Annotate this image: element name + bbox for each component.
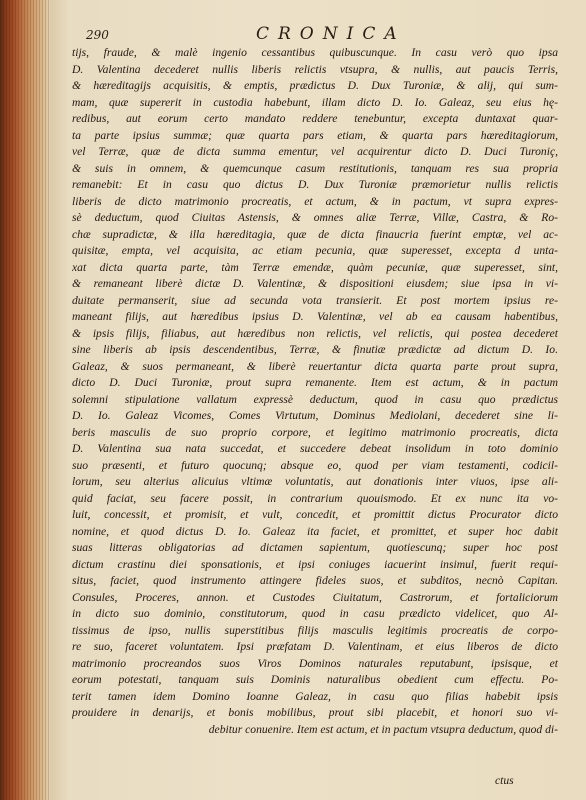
text-line: remanebit: Et in casu quo dictus D. Dux Turoniæ præmorietur nullis relictis bbox=[72, 178, 558, 191]
text-line: chæ supradictæ, & illa hæreditagia, quæ de dicta finaucria fuerint emptæ, vel ac- bbox=[72, 227, 558, 241]
text-line: quisitæ, empta, vel acquisita, ac etiam pecunia, quæ superesset, excepta d unta- bbox=[72, 244, 558, 257]
text-line: dictum crastinu diei sponsationis, et ipsi coniuges iacuerint insimul, fuerit requi- bbox=[72, 557, 558, 571]
text-line: lorum, seu alterius alicuius vltimæ voluntatis, aut donationis inter viuos, ipse ali- bbox=[72, 475, 558, 488]
text-line: suo præsenti, et futuro quocunq; absque eo, quod per viam testamenti, codicil- bbox=[72, 458, 558, 472]
running-title: CRONICA bbox=[256, 24, 406, 44]
text-line: matrimonio procreandos suos Viros Dominos naturales reputabunt, ipsisque, et bbox=[72, 656, 558, 670]
text-line: debitur conuenire. Item est actum, et in pactum vtsupra deductum, quod di- bbox=[208, 722, 558, 736]
text-line: sè deductum, quod Ciuitas Astensis, & omnes aliæ Terræ, Villæ, Castra, & Ro- bbox=[72, 211, 558, 224]
text-line: mam, quæ supererit in custodia habebunt, illam dicto D. Io. Galeaz, seu eius hę- bbox=[72, 95, 558, 109]
folio-number: 290 bbox=[86, 28, 109, 42]
text-line: & ipsis filijs, filiabus, aut hæredibus non relictis, vel relictis, qui postea decederet bbox=[72, 326, 558, 340]
text-line: redibus, aut eorum certo mandato reddere tenebuntur, excepta duntaxat quar- bbox=[72, 112, 558, 125]
text-line: D. Valentina decederet nullis liberis relictis vtsupra, & nullis, aut paucis Terris, bbox=[72, 62, 558, 76]
catchword: ctus bbox=[495, 774, 514, 787]
book-page bbox=[50, 0, 586, 800]
text-line: tissimus de ipso, nullis superstitibus filijs masculis legitimis procreatis de corpo- bbox=[72, 623, 558, 637]
text-line: luit, concessit, et promisit, et vult, concedit, et promittit dictus Procurator dicto bbox=[72, 508, 558, 521]
text-line: prouidere in denarijs, et bonis mobilibus, prout sibi placebit, et honori suo vi- bbox=[72, 706, 558, 719]
text-line: liberis de dicto matrimonio procreatis, et actum, & in pactum, vt supra expres- bbox=[72, 194, 558, 208]
text-line: solemni stipulatione vallatum expressè deductum, quod in casu quo prædictus bbox=[72, 392, 558, 406]
text-line: D. Valentina sua nata succedat, et succedere debeat insolidum in toto dominio bbox=[72, 442, 558, 455]
text-line: Consules, Proceres, annon. et Custodes Ciuitatum, Castrorum, et fortaliciorum bbox=[72, 590, 558, 604]
body-text bbox=[72, 45, 558, 738]
text-line: beris masculis de suo proprio corpore, et legitimo matrimonio procreatis, dicta bbox=[72, 425, 558, 439]
text-line: & suis in omnem, & quemcunque casum restitutionis, tanquam res sua propria bbox=[72, 161, 558, 175]
text-line: sine liberis ab ipsis descendentibus, Terræ, & finutiæ prædictæ ad dictum D. Io. bbox=[72, 343, 558, 356]
text-line: & hæreditagijs acquisitis, & emptis, prædictus D. Dux Turoniæ, & alij, qui sum- bbox=[72, 79, 558, 92]
text-line: tijs, fraude, & malè ingenio cessantibus quibuscunque. In casu verò quo ipsa bbox=[72, 46, 558, 59]
text-line: nomine, et quod dictus D. Io. Galeaz ita faciet, et promittet, et super hoc dabit bbox=[72, 524, 558, 538]
text-line: in dicto suo dominio, constitutorum, quod in casu prædicto videlicet, quo Al- bbox=[72, 607, 558, 620]
text-line: xat dicta quarta parte, tàm Terræ emendæ, quàm pecuniæ, quæ superesset, sint, bbox=[72, 260, 558, 274]
text-line: terit tamen idem Domino Ioanne Galeaz, in casu quo filias habebit ipsis bbox=[72, 689, 558, 703]
text-line: re suo, faceret voluntatem. Ipsi præfatam D. Valentinam, et eius liberos de dicto bbox=[72, 640, 558, 653]
text-line: situs, faciet, quod instrumento attingere fideles suos, et subditos, necnò Capitan. bbox=[72, 574, 558, 587]
text-line: suas litteras obligatorias ad dictamen sapientum, quotiescunq; super hoc post bbox=[72, 541, 558, 554]
text-line: quid faciat, seu facere possit, in contrarium quouismodo. Et ex nunc ita vo- bbox=[72, 491, 558, 505]
text-line: ta parte ipsius summæ; quæ quarta pars etiam, & quarta pars hæreditagiorum, bbox=[72, 128, 558, 142]
text-line: & remaneant liberè dictæ D. Valentinæ, & dispositioni eiusdem; siue ipsa in vi- bbox=[72, 277, 558, 290]
text-line: D. Io. Galeaz Vicomes, Comes Virtutum, Dominus Mediolani, decederet sine li- bbox=[72, 409, 558, 422]
text-line: Galeaz, & suos permaneant, & liberè reuertantur dicta quarta parte prout supra, bbox=[72, 359, 558, 373]
text-line: maneant filijs, aut hæredibus ipsius D. Valentinæ, vel ab ea causam habentibus, bbox=[72, 310, 558, 323]
text-line: duitate permanserit, siue ad secunda vota transierit. Et post mortem ipsius re- bbox=[72, 293, 558, 307]
text-line: eorum potestati, tanquam suis Dominis naturalibus obedient cum effectu. Po- bbox=[72, 673, 558, 686]
text-line: vel Terræ, quæ de dicta summa ementur, vel acquirentur dicto D. Duci Turoniç, bbox=[72, 145, 558, 158]
text-line: dicto D. Duci Turoniæ, prout supra remanente. Item est actum, & in pactum bbox=[72, 376, 558, 389]
page-block-edge-lines bbox=[0, 0, 50, 800]
